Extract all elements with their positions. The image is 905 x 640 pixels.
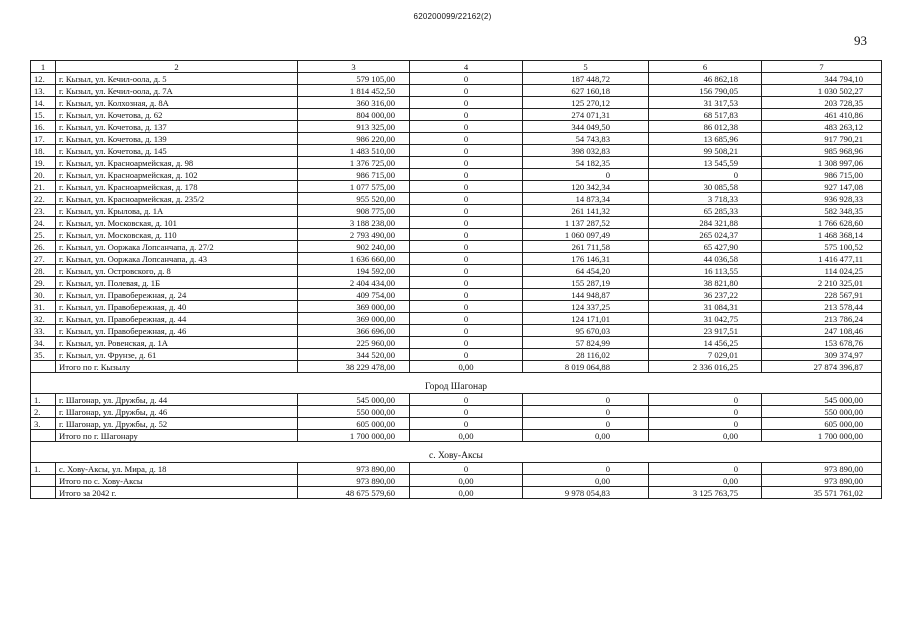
- row-number-cell: 22.: [31, 193, 56, 205]
- total-cost-cell: 973 890,00: [298, 475, 410, 487]
- row-number-cell: 20.: [31, 169, 56, 181]
- total-cost-cell: 986 715,00: [298, 169, 410, 181]
- grand-total-row: [31, 487, 882, 499]
- col5-value-cell: 57 824,99: [523, 337, 649, 349]
- col7-value-cell: 213 786,24: [762, 313, 882, 325]
- address-cell: г. Кызыл, ул. Правобережная, д. 44: [56, 313, 298, 325]
- table-row: [31, 145, 882, 157]
- col4-value-cell: 0: [410, 241, 523, 253]
- address-cell: г. Шагонар, ул. Дружбы, д. 44: [56, 394, 298, 406]
- col5-value-cell: 144 948,87: [523, 289, 649, 301]
- col6-value-cell: 14 456,25: [649, 337, 762, 349]
- col7-value-cell: 582 348,35: [762, 205, 882, 217]
- col6-value-cell: 156 790,05: [649, 85, 762, 97]
- col4-value-cell: 0: [410, 133, 523, 145]
- row-number-cell: 31.: [31, 301, 56, 313]
- col6-value-cell: 65 427,90: [649, 241, 762, 253]
- address-cell: Итого по г. Кызылу: [56, 361, 298, 373]
- col5-value-cell: 0,00: [523, 475, 649, 487]
- col7-value-cell: 927 147,08: [762, 181, 882, 193]
- col4-value-cell: 0: [410, 406, 523, 418]
- row-number-cell: 14.: [31, 97, 56, 109]
- col5-value-cell: 125 270,12: [523, 97, 649, 109]
- col5-value-cell: 120 342,34: [523, 181, 649, 193]
- col5-value-cell: 261 711,58: [523, 241, 649, 253]
- table-row: [31, 73, 882, 85]
- col7-value-cell: 575 100,52: [762, 241, 882, 253]
- total-cost-cell: 3 188 238,00: [298, 217, 410, 229]
- table-row: [31, 418, 882, 430]
- total-cost-cell: 2 793 490,00: [298, 229, 410, 241]
- address-cell: с. Хову-Аксы, ул. Мира, д. 18: [56, 463, 298, 475]
- table-row: [31, 265, 882, 277]
- col7-value-cell: 1 468 368,14: [762, 229, 882, 241]
- table-row: [31, 394, 882, 406]
- table-row: [31, 217, 882, 229]
- table-row: [31, 277, 882, 289]
- col7-value-cell: 153 678,76: [762, 337, 882, 349]
- col5-value-cell: 1 060 097,49: [523, 229, 649, 241]
- row-number-cell: 13.: [31, 85, 56, 97]
- col5-value-cell: 261 141,32: [523, 205, 649, 217]
- col7-value-cell: 545 000,00: [762, 394, 882, 406]
- address-cell: г. Кызыл, ул. Правобережная, д. 46: [56, 325, 298, 337]
- col6-value-cell: 3 718,33: [649, 193, 762, 205]
- section-header-shagonar: [31, 373, 882, 394]
- row-number-cell: 25.: [31, 229, 56, 241]
- col4-value-cell: 0,00: [410, 361, 523, 373]
- table-row: [31, 229, 882, 241]
- khovu-aksy-total-row: [31, 475, 882, 487]
- col5-value-cell: 0: [523, 394, 649, 406]
- table-row: [31, 463, 882, 475]
- table-row: [31, 193, 882, 205]
- col4-value-cell: 0: [410, 325, 523, 337]
- col7-value-cell: 1 766 628,60: [762, 217, 882, 229]
- table-row: [31, 313, 882, 325]
- total-cost-cell: 366 696,00: [298, 325, 410, 337]
- table-row: [31, 133, 882, 145]
- col6-value-cell: 23 917,51: [649, 325, 762, 337]
- col6-value-cell: 31 084,31: [649, 301, 762, 313]
- address-cell: г. Кызыл, ул. Красноармейская, д. 102: [56, 169, 298, 181]
- table-row: [31, 253, 882, 265]
- column-number-cell: 3: [298, 61, 410, 73]
- col4-value-cell: 0: [410, 157, 523, 169]
- address-cell: г. Кызыл, ул. Московская, д. 101: [56, 217, 298, 229]
- col4-value-cell: 0: [410, 85, 523, 97]
- address-cell: г. Кызыл, ул. Фрунзе, д. 61: [56, 349, 298, 361]
- row-number-cell: [31, 361, 56, 373]
- col6-value-cell: 284 321,88: [649, 217, 762, 229]
- column-number-cell: 7: [762, 61, 882, 73]
- col6-value-cell: 0: [649, 463, 762, 475]
- col4-value-cell: 0: [410, 394, 523, 406]
- shagonar-total-row: [31, 430, 882, 442]
- total-cost-cell: 48 675 579,60: [298, 487, 410, 499]
- col7-value-cell: 35 571 761,02: [762, 487, 882, 499]
- col7-value-cell: 917 790,21: [762, 133, 882, 145]
- table-row: [31, 97, 882, 109]
- col6-value-cell: 0: [649, 406, 762, 418]
- col7-value-cell: 228 567,91: [762, 289, 882, 301]
- row-number-cell: 27.: [31, 253, 56, 265]
- address-cell: г. Кызыл, ул. Полевая, д. 1Б: [56, 277, 298, 289]
- address-cell: г. Кызыл, ул. Правобережная, д. 24: [56, 289, 298, 301]
- col4-value-cell: 0: [410, 97, 523, 109]
- column-number-cell: 4: [410, 61, 523, 73]
- col6-value-cell: 2 336 016,25: [649, 361, 762, 373]
- col4-value-cell: 0,00: [410, 475, 523, 487]
- col7-value-cell: 247 108,46: [762, 325, 882, 337]
- total-cost-cell: 38 229 478,00: [298, 361, 410, 373]
- col4-value-cell: 0: [410, 109, 523, 121]
- row-number-cell: 3.: [31, 418, 56, 430]
- col5-value-cell: 627 160,18: [523, 85, 649, 97]
- address-cell: Итого по г. Шагонару: [56, 430, 298, 442]
- col4-value-cell: 0: [410, 289, 523, 301]
- total-cost-cell: 913 325,00: [298, 121, 410, 133]
- col4-value-cell: 0: [410, 73, 523, 85]
- address-cell: г. Шагонар, ул. Дружбы, д. 52: [56, 418, 298, 430]
- address-cell: г. Кызыл, ул. Кочетова, д. 145: [56, 145, 298, 157]
- column-number-header: [31, 61, 882, 73]
- address-cell: г. Кызыл, ул. Красноармейская, д. 235/2: [56, 193, 298, 205]
- row-number-cell: 35.: [31, 349, 56, 361]
- total-cost-cell: 1 483 510,00: [298, 145, 410, 157]
- col4-value-cell: 0,00: [410, 487, 523, 499]
- col6-value-cell: 44 036,58: [649, 253, 762, 265]
- column-number-cell: 2: [56, 61, 298, 73]
- col6-value-cell: 7 029,01: [649, 349, 762, 361]
- address-cell: г. Шагонар, ул. Дружбы, д. 46: [56, 406, 298, 418]
- total-cost-cell: 344 520,00: [298, 349, 410, 361]
- col6-value-cell: 31 317,53: [649, 97, 762, 109]
- table-row: [31, 241, 882, 253]
- total-cost-cell: 1 077 575,00: [298, 181, 410, 193]
- row-number-cell: 26.: [31, 241, 56, 253]
- col7-value-cell: 203 728,35: [762, 97, 882, 109]
- budget-table: [30, 60, 882, 499]
- column-number-cell: 6: [649, 61, 762, 73]
- col5-value-cell: 54 743,83: [523, 133, 649, 145]
- col7-value-cell: 483 263,12: [762, 121, 882, 133]
- address-cell: г. Кызыл, ул. Красноармейская, д. 178: [56, 181, 298, 193]
- total-cost-cell: 908 775,00: [298, 205, 410, 217]
- row-number-cell: 1.: [31, 463, 56, 475]
- col6-value-cell: 86 012,38: [649, 121, 762, 133]
- col7-value-cell: 1 416 477,11: [762, 253, 882, 265]
- col7-value-cell: 1 030 502,27: [762, 85, 882, 97]
- col4-value-cell: 0: [410, 145, 523, 157]
- table-row: [31, 181, 882, 193]
- row-number-cell: 2.: [31, 406, 56, 418]
- row-number-cell: [31, 430, 56, 442]
- col7-value-cell: 2 210 325,01: [762, 277, 882, 289]
- row-number-cell: 21.: [31, 181, 56, 193]
- address-cell: г. Кызыл, ул. Красноармейская, д. 98: [56, 157, 298, 169]
- col6-value-cell: 30 085,58: [649, 181, 762, 193]
- col5-value-cell: 398 032,83: [523, 145, 649, 157]
- col5-value-cell: 124 337,25: [523, 301, 649, 313]
- row-number-cell: 16.: [31, 121, 56, 133]
- col7-value-cell: 309 374,97: [762, 349, 882, 361]
- col4-value-cell: 0: [410, 277, 523, 289]
- col4-value-cell: 0: [410, 463, 523, 475]
- col6-value-cell: 31 042,75: [649, 313, 762, 325]
- col5-value-cell: 344 049,50: [523, 121, 649, 133]
- col6-value-cell: 0: [649, 169, 762, 181]
- address-cell: г. Кызыл, ул. Кечил-оола, д. 5: [56, 73, 298, 85]
- col4-value-cell: 0: [410, 313, 523, 325]
- row-number-cell: 12.: [31, 73, 56, 85]
- col5-value-cell: 95 670,03: [523, 325, 649, 337]
- kyzyl-total-row: [31, 361, 882, 373]
- table-row: [31, 169, 882, 181]
- address-cell: г. Кызыл, ул. Колхозная, д. 8А: [56, 97, 298, 109]
- column-number-cell: 1: [31, 61, 56, 73]
- page-number: 93: [854, 33, 867, 48]
- total-cost-cell: 2 404 434,00: [298, 277, 410, 289]
- col4-value-cell: 0: [410, 181, 523, 193]
- total-cost-cell: 902 240,00: [298, 241, 410, 253]
- table-row: [31, 121, 882, 133]
- col5-value-cell: 1 137 287,52: [523, 217, 649, 229]
- table-row: [31, 289, 882, 301]
- col5-value-cell: 64 454,20: [523, 265, 649, 277]
- col5-value-cell: 14 873,34: [523, 193, 649, 205]
- row-number-cell: 30.: [31, 289, 56, 301]
- total-cost-cell: 545 000,00: [298, 394, 410, 406]
- total-cost-cell: 605 000,00: [298, 418, 410, 430]
- address-cell: г. Кызыл, ул. Кечил-оола, д. 7А: [56, 85, 298, 97]
- total-cost-cell: 1 636 660,00: [298, 253, 410, 265]
- row-number-cell: 17.: [31, 133, 56, 145]
- row-number-cell: 19.: [31, 157, 56, 169]
- col7-value-cell: 114 024,25: [762, 265, 882, 277]
- total-cost-cell: 804 000,00: [298, 109, 410, 121]
- total-cost-cell: 1 814 452,50: [298, 85, 410, 97]
- total-cost-cell: 986 220,00: [298, 133, 410, 145]
- table-row: [31, 337, 882, 349]
- col6-value-cell: 38 821,80: [649, 277, 762, 289]
- row-number-cell: 28.: [31, 265, 56, 277]
- total-cost-cell: 1 700 000,00: [298, 430, 410, 442]
- row-number-cell: 18.: [31, 145, 56, 157]
- address-cell: Итого по с. Хову-Аксы: [56, 475, 298, 487]
- total-cost-cell: 360 316,00: [298, 97, 410, 109]
- row-number-cell: 1.: [31, 394, 56, 406]
- address-cell: г. Кызыл, ул. Кочетова, д. 137: [56, 121, 298, 133]
- col5-value-cell: 187 448,72: [523, 73, 649, 85]
- table-row: [31, 349, 882, 361]
- section-title: с. Хову-Аксы: [31, 442, 882, 463]
- col5-value-cell: 28 116,02: [523, 349, 649, 361]
- col5-value-cell: 176 146,31: [523, 253, 649, 265]
- col4-value-cell: 0,00: [410, 430, 523, 442]
- col6-value-cell: 0,00: [649, 475, 762, 487]
- table-row: [31, 301, 882, 313]
- col4-value-cell: 0: [410, 253, 523, 265]
- row-number-cell: [31, 487, 56, 499]
- col5-value-cell: 155 287,19: [523, 277, 649, 289]
- col5-value-cell: 8 019 064,88: [523, 361, 649, 373]
- col6-value-cell: 0: [649, 394, 762, 406]
- col7-value-cell: 344 794,10: [762, 73, 882, 85]
- col4-value-cell: 0: [410, 217, 523, 229]
- total-cost-cell: 369 000,00: [298, 301, 410, 313]
- col4-value-cell: 0: [410, 337, 523, 349]
- address-cell: г. Кызыл, ул. Ооржака Лопсанчапа, д. 43: [56, 253, 298, 265]
- row-number-cell: 24.: [31, 217, 56, 229]
- address-cell: г. Кызыл, ул. Московская, д. 110: [56, 229, 298, 241]
- col5-value-cell: 274 071,31: [523, 109, 649, 121]
- table-row: [31, 406, 882, 418]
- total-cost-cell: 1 376 725,00: [298, 157, 410, 169]
- col5-value-cell: 0: [523, 406, 649, 418]
- col6-value-cell: 68 517,83: [649, 109, 762, 121]
- total-cost-cell: 579 105,00: [298, 73, 410, 85]
- col6-value-cell: 13 545,59: [649, 157, 762, 169]
- total-cost-cell: 973 890,00: [298, 463, 410, 475]
- column-number-cell: 5: [523, 61, 649, 73]
- row-number-cell: 34.: [31, 337, 56, 349]
- table-row: [31, 157, 882, 169]
- col5-value-cell: 9 978 054,83: [523, 487, 649, 499]
- col5-value-cell: 0,00: [523, 430, 649, 442]
- col4-value-cell: 0: [410, 121, 523, 133]
- col7-value-cell: 213 578,44: [762, 301, 882, 313]
- col6-value-cell: 99 508,21: [649, 145, 762, 157]
- address-cell: г. Кызыл, ул. Крылова, д. 1А: [56, 205, 298, 217]
- col7-value-cell: 27 874 396,87: [762, 361, 882, 373]
- row-number-cell: 15.: [31, 109, 56, 121]
- col5-value-cell: 124 171,01: [523, 313, 649, 325]
- col7-value-cell: 986 715,00: [762, 169, 882, 181]
- address-cell: г. Кызыл, ул. Кочетова, д. 62: [56, 109, 298, 121]
- row-number-cell: 32.: [31, 313, 56, 325]
- col7-value-cell: 1 700 000,00: [762, 430, 882, 442]
- section-header-khovu-aksy: [31, 442, 882, 463]
- row-number-cell: [31, 475, 56, 487]
- col7-value-cell: 973 890,00: [762, 463, 882, 475]
- table-row: [31, 109, 882, 121]
- address-cell: г. Кызыл, ул. Правобережная, д. 40: [56, 301, 298, 313]
- col4-value-cell: 0: [410, 193, 523, 205]
- col6-value-cell: 65 285,33: [649, 205, 762, 217]
- address-cell: г. Кызыл, ул. Островского, д. 8: [56, 265, 298, 277]
- col5-value-cell: 0: [523, 463, 649, 475]
- table-row: [31, 325, 882, 337]
- col7-value-cell: 936 928,33: [762, 193, 882, 205]
- col7-value-cell: 973 890,00: [762, 475, 882, 487]
- col7-value-cell: 1 308 997,06: [762, 157, 882, 169]
- col6-value-cell: 36 237,22: [649, 289, 762, 301]
- col5-value-cell: 54 182,35: [523, 157, 649, 169]
- total-cost-cell: 955 520,00: [298, 193, 410, 205]
- row-number-cell: 33.: [31, 325, 56, 337]
- table-row: [31, 85, 882, 97]
- total-cost-cell: 194 592,00: [298, 265, 410, 277]
- col4-value-cell: 0: [410, 418, 523, 430]
- total-cost-cell: 225 960,00: [298, 337, 410, 349]
- col6-value-cell: 16 113,55: [649, 265, 762, 277]
- col7-value-cell: 985 968,96: [762, 145, 882, 157]
- col6-value-cell: 13 685,96: [649, 133, 762, 145]
- col6-value-cell: 0: [649, 418, 762, 430]
- col4-value-cell: 0: [410, 301, 523, 313]
- address-cell: Итого за 2042 г.: [56, 487, 298, 499]
- address-cell: г. Кызыл, ул. Ооржака Лопсанчапа, д. 27/2: [56, 241, 298, 253]
- total-cost-cell: 409 754,00: [298, 289, 410, 301]
- col5-value-cell: 0: [523, 418, 649, 430]
- table-row: [31, 205, 882, 217]
- col5-value-cell: 0: [523, 169, 649, 181]
- col7-value-cell: 605 000,00: [762, 418, 882, 430]
- section-title: Город Шагонар: [31, 373, 882, 394]
- col4-value-cell: 0: [410, 265, 523, 277]
- row-number-cell: 29.: [31, 277, 56, 289]
- total-cost-cell: 550 000,00: [298, 406, 410, 418]
- col4-value-cell: 0: [410, 349, 523, 361]
- col4-value-cell: 0: [410, 169, 523, 181]
- col4-value-cell: 0: [410, 229, 523, 241]
- col6-value-cell: 3 125 763,75: [649, 487, 762, 499]
- col6-value-cell: 265 024,37: [649, 229, 762, 241]
- address-cell: г. Кызыл, ул. Ровенская, д. 1А: [56, 337, 298, 349]
- document-id: 620200099/22162(2): [413, 12, 492, 21]
- address-cell: г. Кызыл, ул. Кочетова, д. 139: [56, 133, 298, 145]
- col4-value-cell: 0: [410, 205, 523, 217]
- col7-value-cell: 461 410,86: [762, 109, 882, 121]
- col6-value-cell: 46 862,18: [649, 73, 762, 85]
- row-number-cell: 23.: [31, 205, 56, 217]
- col6-value-cell: 0,00: [649, 430, 762, 442]
- col7-value-cell: 550 000,00: [762, 406, 882, 418]
- total-cost-cell: 369 000,00: [298, 313, 410, 325]
